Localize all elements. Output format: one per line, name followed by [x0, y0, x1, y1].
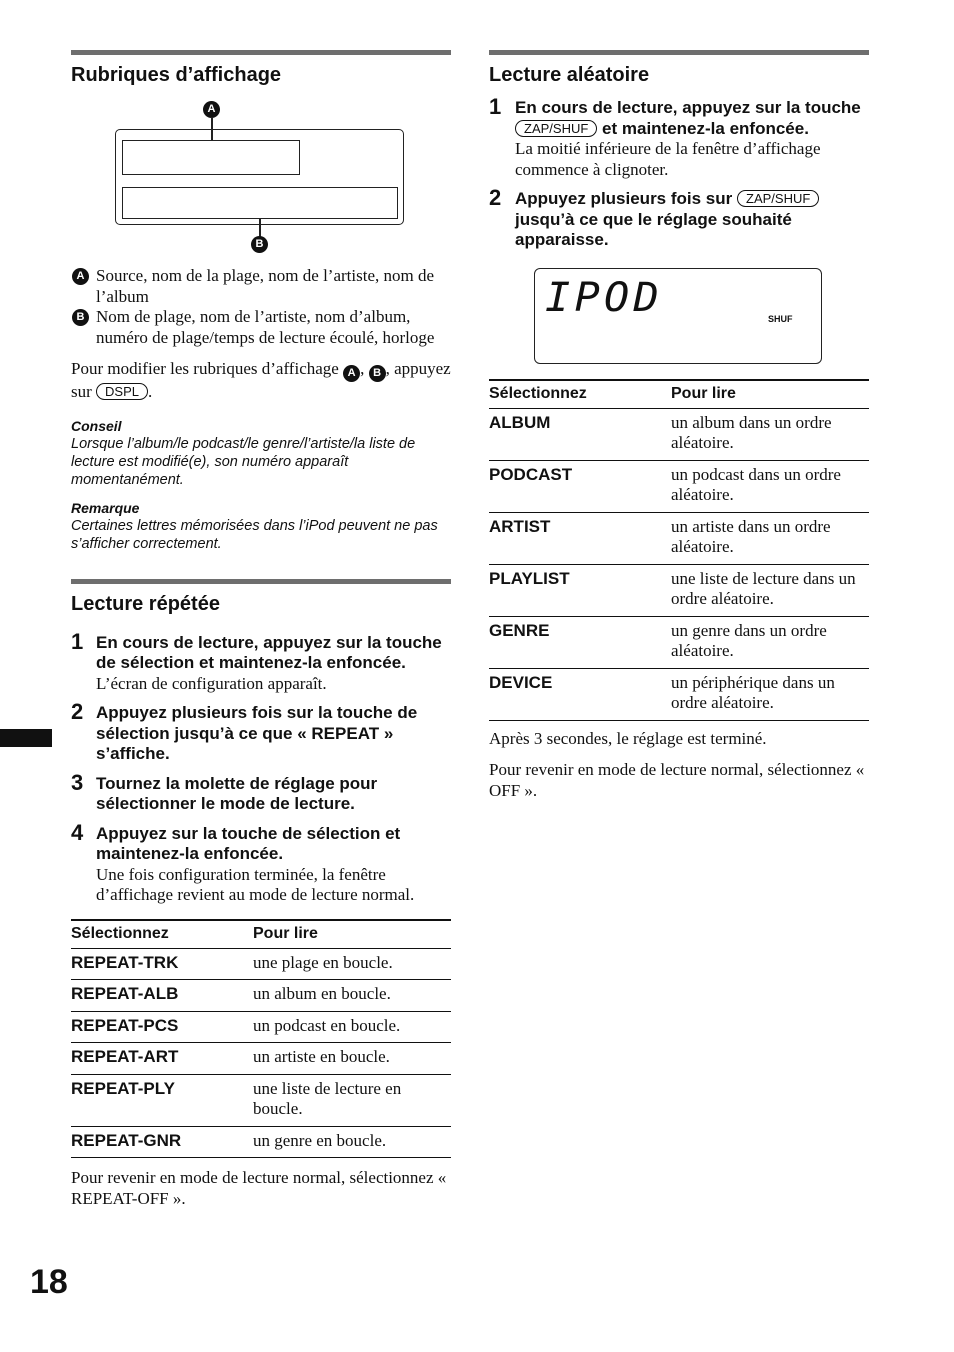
section-thumb-tab	[0, 729, 52, 747]
column-header: Pour lire	[671, 380, 869, 409]
display-source-text: IPOD	[545, 274, 663, 321]
legend-text: Nom de plage, nom de l’artiste, nom d’album, numéro de plage/temps de lecture écoulé, horloge	[96, 307, 435, 347]
option-key: REPEAT-PLY	[71, 1074, 253, 1126]
table-row	[489, 408, 869, 460]
option-value: un périphérique dans un ordre aléatoire.	[671, 668, 869, 720]
tip-title: Conseil	[71, 417, 122, 434]
column-header: Sélectionnez	[489, 380, 671, 409]
legend-item-a	[71, 266, 451, 307]
section-rule	[71, 50, 451, 55]
dspl-button-label: DSPL	[96, 383, 148, 400]
step-2	[71, 699, 451, 765]
option-value: un genre en boucle.	[253, 1126, 451, 1158]
option-value: un podcast en boucle.	[253, 1011, 451, 1043]
table-row	[489, 564, 869, 616]
shuffle-play-section	[489, 50, 869, 801]
option-value: un podcast dans un ordre aléatoire.	[671, 460, 869, 512]
step-description: L’écran de configuration apparaît.	[96, 673, 327, 693]
option-key: ALBUM	[489, 408, 671, 460]
step-title: Appuyez plusieurs fois sur la touche de sélection jusqu’à ce que « REPEAT » s’affiche.	[96, 703, 418, 763]
period: .	[148, 382, 153, 401]
option-value: un album dans un ordre aléatoire.	[671, 408, 869, 460]
step-4	[71, 819, 451, 906]
table-row	[71, 1126, 451, 1158]
section-title: Lecture répétée	[71, 592, 220, 615]
marker-b-icon: B	[72, 309, 89, 326]
section-rule	[71, 579, 451, 584]
table-header-row	[489, 380, 869, 409]
column-header: Pour lire	[253, 920, 451, 949]
after-seconds-text: Après 3 secondes, le réglage est terminé.	[489, 728, 767, 748]
left-column	[71, 50, 451, 1209]
table-row	[71, 1043, 451, 1075]
step-description: La moitié inférieure de la fenêtre d’affichage commence à clignoter.	[515, 139, 821, 179]
option-value: un album en boucle.	[253, 980, 451, 1012]
table-row	[489, 668, 869, 720]
step-title-text: En cours de lecture, appuyez sur la touche	[515, 98, 861, 117]
display-upper-area	[122, 140, 300, 175]
marker-a-icon: A	[72, 268, 89, 285]
separator: ,	[360, 359, 365, 378]
step-number: 3	[71, 769, 84, 795]
shuffle-footer-text: Pour revenir en mode de lecture normal, sélectionnez « OFF ».	[489, 760, 865, 800]
option-value: une liste de lecture dans un ordre aléatoire.	[671, 564, 869, 616]
display-lower-area	[122, 187, 398, 219]
section-title: Lecture aléatoire	[489, 64, 650, 86]
step-title: Tournez la molette de réglage pour sélectionner le mode de lecture.	[96, 773, 378, 813]
step-number: 2	[489, 185, 502, 210]
step-3	[71, 769, 451, 815]
shuf-indicator: SHUF	[768, 313, 793, 324]
option-key: PODCAST	[489, 460, 671, 512]
option-key: REPEAT-ALB	[71, 980, 253, 1012]
marker-b-icon: B	[251, 236, 268, 253]
option-key: REPEAT-GNR	[71, 1126, 253, 1158]
table-row	[71, 1074, 451, 1126]
marker-a-icon: A	[203, 101, 220, 118]
ipod-display-illustration	[534, 268, 822, 364]
option-key: PLAYLIST	[489, 564, 671, 616]
table-header-row	[71, 920, 451, 949]
step-description: Une fois configuration terminée, la fenêtre d’affichage revient au mode de lecture normal.	[96, 864, 415, 904]
option-key: REPEAT-TRK	[71, 948, 253, 980]
note-block	[71, 499, 451, 553]
display-items-section	[71, 50, 451, 553]
step-number: 1	[71, 628, 84, 654]
repeat-play-section	[71, 579, 451, 1210]
step-title-text: et maintenez-la enfoncée.	[602, 118, 809, 138]
step-title	[515, 98, 869, 139]
note-title: Remarque	[71, 499, 140, 516]
zap-shuf-button-label: ZAP/SHUF	[515, 120, 597, 137]
marker-a-icon: A	[343, 365, 360, 382]
step-title-text: Appuyez plusieurs fois sur	[515, 189, 733, 208]
table-row	[71, 980, 451, 1012]
step-title: Appuyez sur la touche de sélection et maintenez-la enfoncée.	[96, 823, 401, 863]
instruction-text: appuyez sur	[71, 359, 451, 401]
section-title: Rubriques d’affichage	[71, 64, 282, 86]
table-row	[71, 948, 451, 980]
step-1	[489, 94, 869, 180]
option-value: un genre dans un ordre aléatoire.	[671, 616, 869, 668]
table-row	[489, 460, 869, 512]
tip-text: Lorsque l’album/le podcast/le genre/l’artiste/la liste de lecture est modifié(e), son numéro apparaît momentanément.	[71, 435, 416, 488]
legend-text: Source, nom de la plage, nom de l’artiste, nom de l’album	[96, 266, 435, 306]
page-number: 18	[30, 1263, 68, 1301]
step-title-text: jusqu’à ce que le réglage souhaité apparaisse.	[515, 209, 792, 249]
step-number: 1	[489, 94, 502, 119]
table-row	[71, 1011, 451, 1043]
repeat-footer-text: Pour revenir en mode de lecture normal, sélectionnez « REPEAT-OFF ».	[71, 1168, 447, 1208]
option-value: une liste de lecture en boucle.	[253, 1074, 451, 1126]
step-title	[515, 189, 869, 251]
option-value: une plage en boucle.	[253, 948, 451, 980]
column-header: Sélectionnez	[71, 920, 253, 949]
instruction-text: Pour modifier les rubriques d’affichage	[71, 359, 339, 378]
option-value: un artiste dans un ordre aléatoire.	[671, 512, 869, 564]
change-display-instruction	[71, 359, 451, 403]
separator: ,	[385, 359, 390, 378]
zap-shuf-button-label: ZAP/SHUF	[737, 190, 819, 207]
step-title: En cours de lecture, appuyez sur la touche de sélection et maintenez-la enfoncée.	[96, 632, 442, 672]
option-key: GENRE	[489, 616, 671, 668]
step-number: 4	[71, 819, 84, 845]
step-1	[71, 628, 451, 695]
display-diagram	[71, 100, 451, 260]
option-key: ARTIST	[489, 512, 671, 564]
section-rule	[489, 50, 869, 55]
step-number: 2	[71, 699, 84, 724]
option-value: un artiste en boucle.	[253, 1043, 451, 1075]
table-row	[489, 616, 869, 668]
legend-item-b	[71, 307, 451, 348]
table-row	[489, 512, 869, 564]
repeat-options-table	[71, 919, 451, 1159]
option-key: REPEAT-PCS	[71, 1011, 253, 1043]
note-text: Certaines lettres mémorisées dans l’iPod peuvent ne pas s’afficher correctement.	[71, 517, 438, 552]
tip-block	[71, 417, 451, 489]
marker-b-icon: B	[369, 365, 386, 382]
option-key: DEVICE	[489, 668, 671, 720]
shuffle-options-table	[489, 379, 869, 721]
step-2	[489, 185, 869, 251]
option-key: REPEAT-ART	[71, 1043, 253, 1075]
right-column	[489, 50, 869, 801]
